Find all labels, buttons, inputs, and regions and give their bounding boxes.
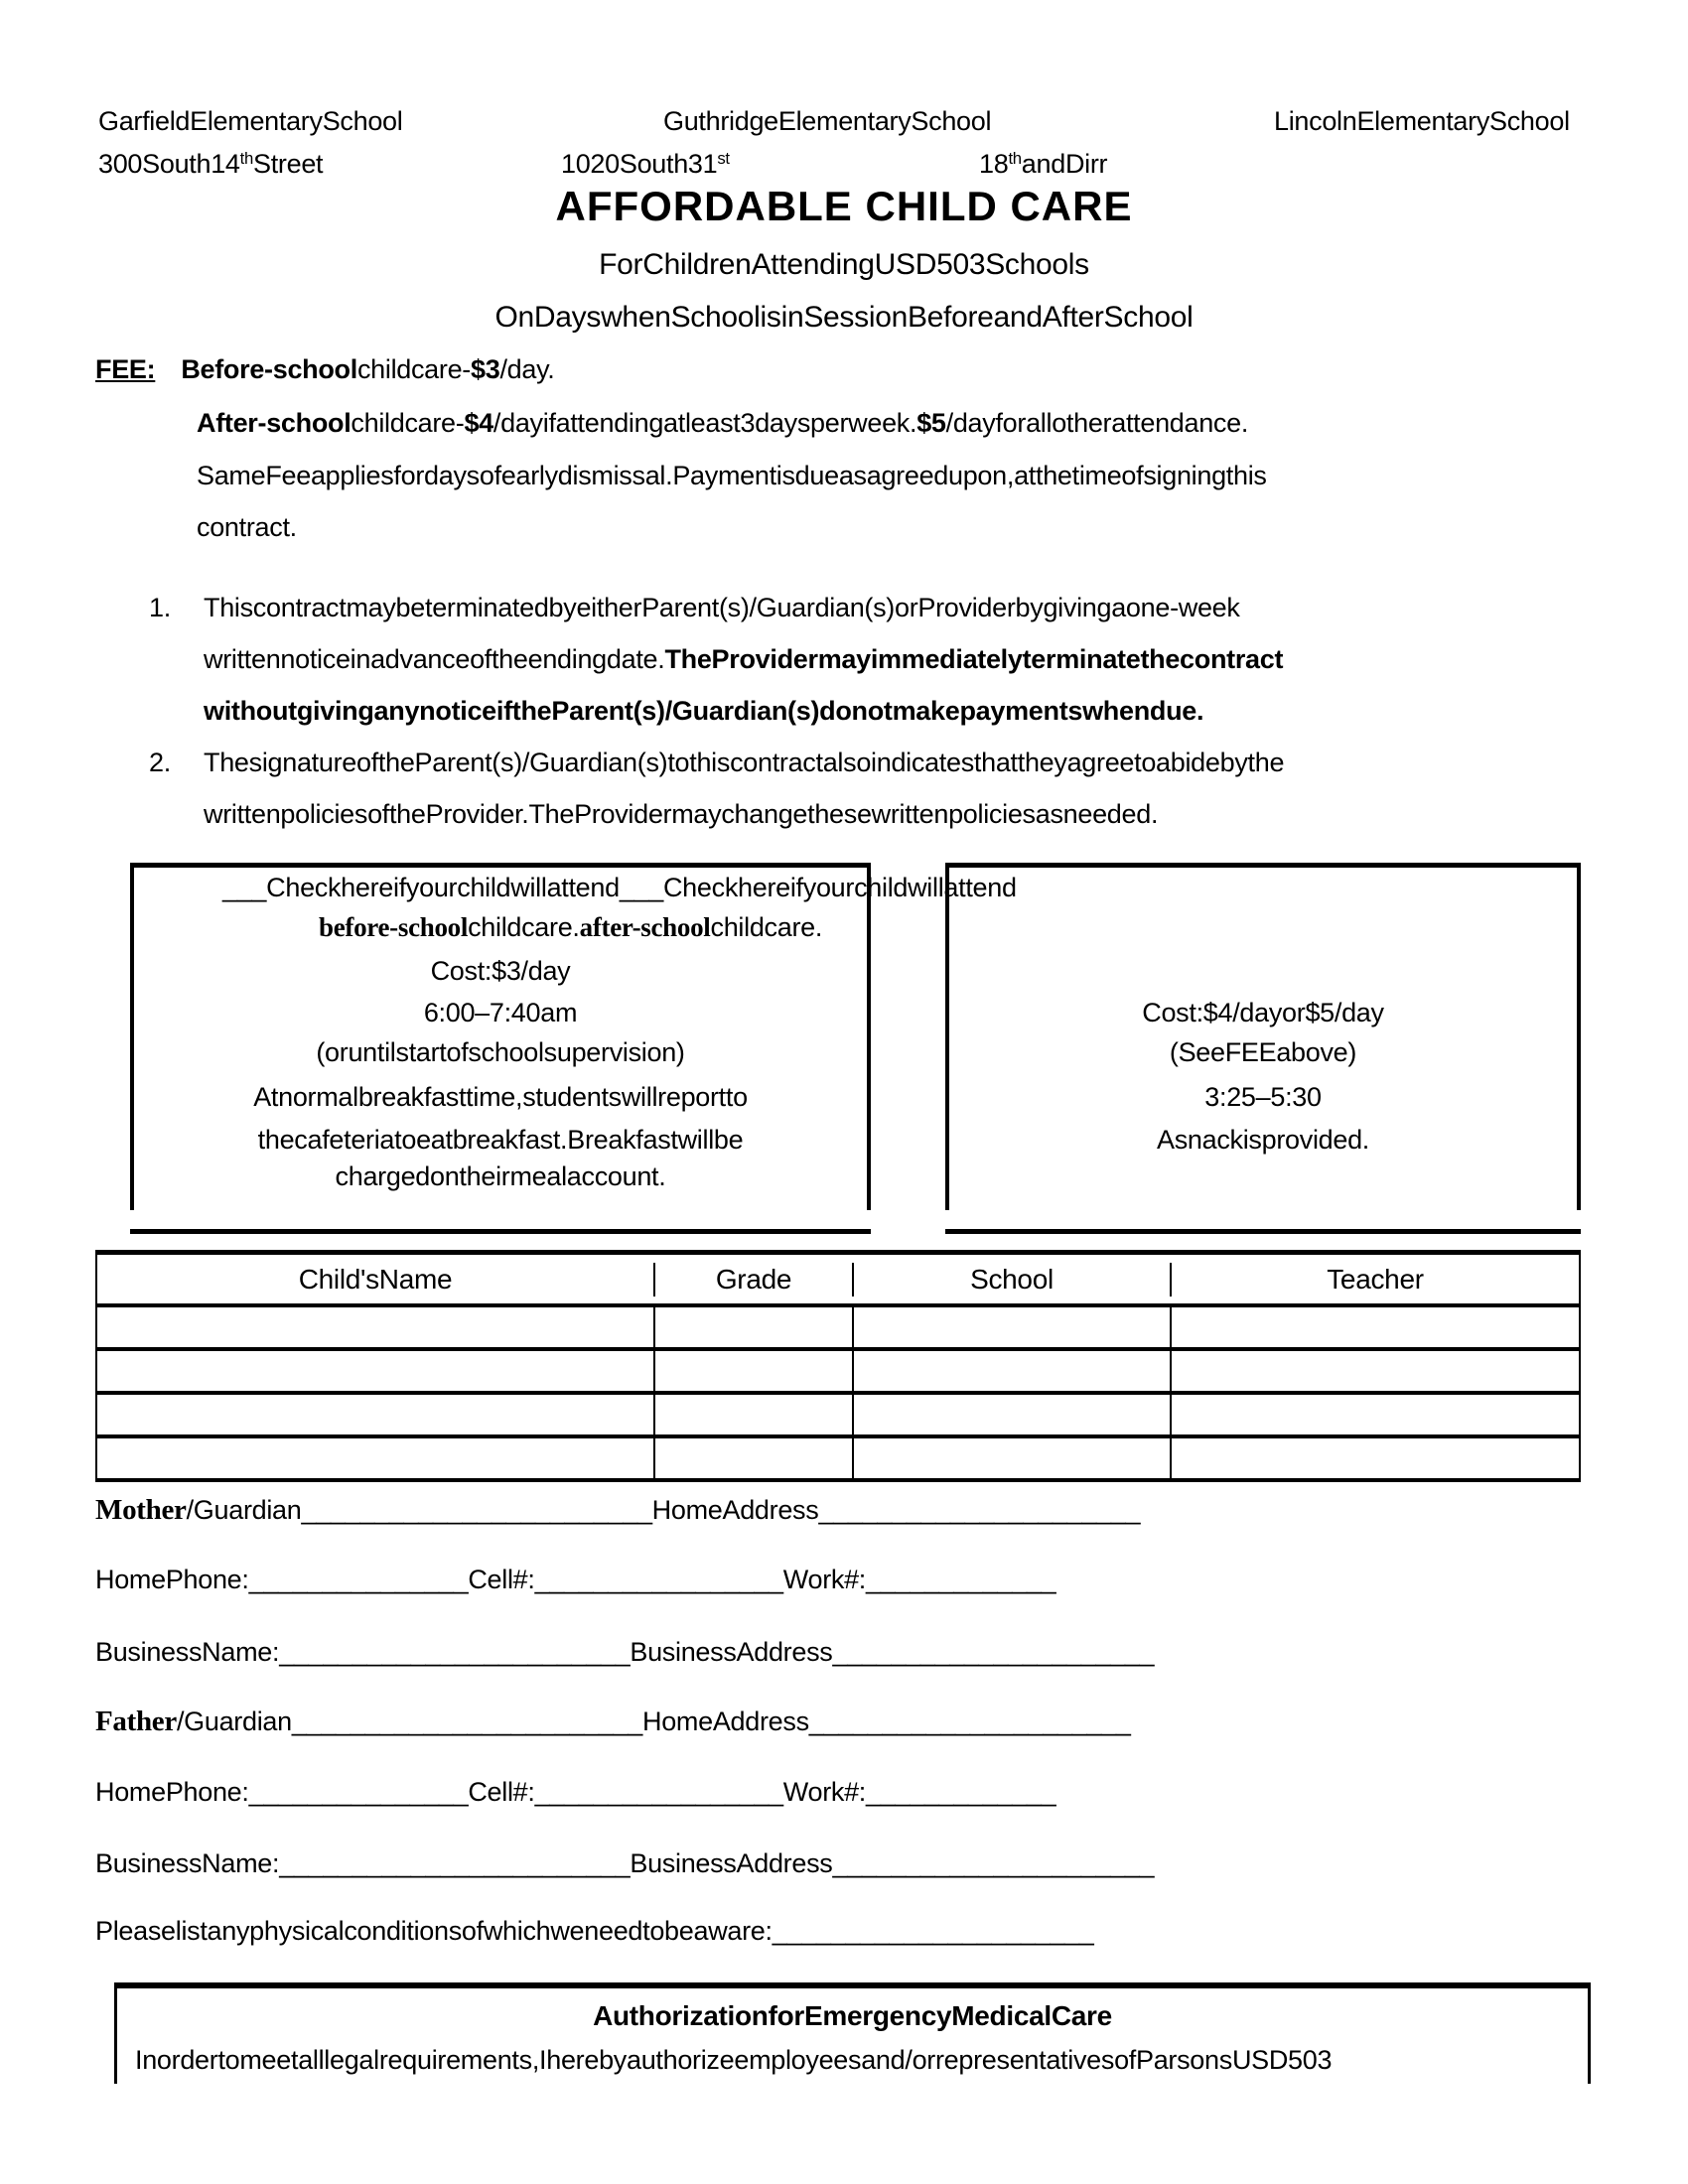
father-name-blank: ________________________ [291,1706,643,1736]
authorization-box [114,1982,1591,2084]
table-cell-teacher [1172,1395,1579,1434]
table-row [97,1307,1579,1351]
fee-text: childcare- [351,408,465,438]
fee-price-bold: $5 [916,408,946,438]
table-cell-teacher [1172,1307,1579,1347]
table-cell-grade [655,1395,854,1434]
fee-line-1 [95,352,554,386]
fee-after-school-bold: After-school [197,408,352,438]
table-cell-child-name [97,1438,655,1478]
term-1-line-3: withoutgivinganynoticeiftheParent(s)/Guardian(s)donotmakepaymentswhendue. [204,696,1204,726]
mother-label: Mother [95,1494,187,1526]
table-cell-grade [655,1438,854,1478]
fee-text: /day. [499,354,555,384]
business-name-label: BusinessName: [95,1848,280,1878]
table-cell-child-name [97,1351,655,1391]
table-cell-school [854,1438,1172,1478]
before-school-box [130,863,871,1210]
mother-address-blank: ______________________ [818,1495,1141,1525]
guardian-label: /Guardian [176,1706,292,1736]
cell-blank: _________________ [534,1565,783,1594]
fee-before-school-bold: Before-school [181,354,357,384]
attend-text: childcare. [710,912,823,942]
table-cell-child-name [97,1395,655,1434]
column-header-child-name: Child'sName [97,1263,655,1297]
term-text: writtennoticeinadvanceoftheendingdate. [204,644,665,674]
authorization-body: Inordertomeetalllegalrequirements,Iherebyauthorizeemployeesand/orrepresentativesofParsonsUSD503 [135,2045,1333,2075]
work-label: Work#: [782,1777,867,1807]
mother-guardian-line [95,1493,1140,1527]
before-box-bottom-rule [130,1229,871,1234]
mother-name-blank: ________________________ [301,1495,652,1525]
home-phone-label: HomePhone: [95,1565,249,1594]
cell-label: Cell#: [468,1777,535,1807]
school-address-guthridge [561,147,730,185]
column-header-teacher: Teacher [1327,1263,1424,1295]
fee-line-2 [197,406,1248,440]
home-phone-blank: _______________ [248,1777,469,1807]
table-cell-school [854,1307,1172,1347]
after-box-cost: Cost:$4/dayor$5/day [1142,998,1384,1027]
fee-line-4: contract. [197,512,297,542]
fee-text: /dayifattendingatleast3daysperweek. [492,408,917,438]
subtitle-days: OnDayswhenSchoolisinSessionBeforeandAfterSchool [494,301,1194,334]
table-cell-school [854,1351,1172,1391]
term-bold-text: TheProvidermayimmediatelyterminatethecontract [664,644,1284,674]
table-cell-school [854,1395,1172,1434]
mother-business-line [95,1635,1154,1669]
before-box-note-3: chargedontheirmealaccount. [335,1161,666,1191]
work-label: Work#: [782,1565,867,1594]
address-text: 1020South31 [561,149,718,179]
work-blank: _____________ [866,1565,1056,1594]
ordinal-superscript: th [239,148,253,168]
after-box-see-fee: (SeeFEEabove) [1169,1037,1357,1067]
table-cell-child-name [97,1307,655,1347]
fee-line-3: SameFeeappliesfordaysofearlydismissal.Paymentisdueasagreedupon,atthetimeofsigningthis [197,461,1267,490]
father-business-line [95,1846,1154,1880]
column-header-school: School [854,1263,1172,1297]
school-name-guthridge: GuthridgeElementarySchool [663,106,992,136]
check-here-line: ___Checkhereifyourchildwillattend___Checkhereifyourchildwillattend [222,873,1017,902]
fee-price-bold: $3 [471,354,500,384]
table-row [97,1438,1579,1478]
table-cell-teacher [1172,1438,1579,1478]
table-cell-grade [655,1307,854,1347]
term-1-number: 1. [149,593,171,622]
business-address-label: BusinessAddress [630,1848,833,1878]
term-1-line-2 [204,642,1283,676]
address-text: andDirr [1021,149,1108,179]
home-address-label: HomeAddress [651,1495,819,1525]
before-box-note-2: thecafeteriatoeatbreakfast.Breakfastwillbe [257,1125,744,1155]
school-name-garfield: GarfieldElementarySchool [98,106,403,136]
fee-text: childcare- [356,354,471,384]
fee-price-bold: $4 [464,408,493,438]
term-2-line-2: writtenpoliciesoftheProvider.TheProvidermaychangethesewrittenpoliciesasneeded. [204,799,1159,829]
before-box-until: (oruntilstartofschoolsupervision) [316,1037,685,1067]
work-blank: _____________ [866,1777,1056,1807]
term-2-line-1: ThesignatureoftheParent(s)/Guardian(s)tothiscontractalsoindicatesthattheyagreetoabidebythe [204,748,1285,777]
fee-label: FEE: [95,354,156,384]
home-address-label: HomeAddress [642,1706,809,1736]
table-cell-grade [655,1351,854,1391]
roster-table [95,1250,1581,1482]
after-box-snack: Asnackisprovided. [1156,1125,1369,1155]
table-row [97,1351,1579,1395]
after-box-bottom-rule [945,1229,1581,1234]
address-text: 300South14 [98,149,240,179]
ordinal-superscript: th [1008,148,1022,168]
business-name-blank: ________________________ [279,1848,631,1878]
father-address-blank: ______________________ [808,1706,1131,1736]
father-label: Father [95,1706,177,1737]
table-cell-teacher [1172,1351,1579,1391]
conditions-blank: ______________________ [772,1916,1094,1946]
cell-blank: _________________ [534,1777,783,1807]
attend-text: childcare. [468,912,580,942]
business-name-label: BusinessName: [95,1637,280,1667]
physical-conditions-line [95,1914,1094,1948]
school-address-garfield [98,147,323,185]
before-box-hours: 6:00–7:40am [423,998,578,1027]
after-box-hours: 3:25–5:30 [1204,1082,1322,1112]
fee-text: /dayforallotherattendance. [945,408,1249,438]
ordinal-superscript: st [717,148,730,168]
home-phone-blank: _______________ [248,1565,469,1594]
cell-label: Cell#: [468,1565,535,1594]
term-1-line-1: ThiscontractmaybeterminatedbyeitherParent(s)/Guardian(s)orProviderbygivingaone-week [204,593,1240,622]
business-name-blank: ________________________ [279,1637,631,1667]
home-phone-label: HomePhone: [95,1777,249,1807]
table-row [97,1395,1579,1438]
conditions-label: Pleaselistanyphysicalconditionsofwhichweneedtobeaware: [95,1916,773,1946]
address-text: 18 [979,149,1009,179]
father-phone-line [95,1775,1055,1809]
business-address-blank: ______________________ [832,1848,1155,1878]
after-school-bold: after-school [579,912,711,942]
subtitle-attending: ForChildrenAttendingUSD503Schools [599,248,1089,281]
term-2-number: 2. [149,748,171,777]
school-address-lincoln [979,147,1107,185]
before-box-note-1: Atnormalbreakfasttime,studentswillreportto [253,1082,748,1112]
authorization-title: AuthorizationforEmergencyMedicalCare [593,2000,1112,2031]
column-header-grade: Grade [655,1263,854,1297]
address-text: Street [253,149,324,179]
father-guardian-line [95,1705,1131,1738]
guardian-label: /Guardian [186,1495,302,1525]
page-title: AFFORDABLE CHILD CARE [555,183,1133,229]
business-address-label: BusinessAddress [630,1637,833,1667]
business-address-blank: ______________________ [832,1637,1155,1667]
after-school-box [945,863,1581,1210]
mother-phone-line [95,1563,1055,1596]
roster-header-row [97,1255,1579,1307]
school-name-lincoln: LincolnElementarySchool [1274,106,1570,136]
before-box-cost: Cost:$3/day [430,956,571,986]
before-school-bold: before-school [319,912,469,942]
